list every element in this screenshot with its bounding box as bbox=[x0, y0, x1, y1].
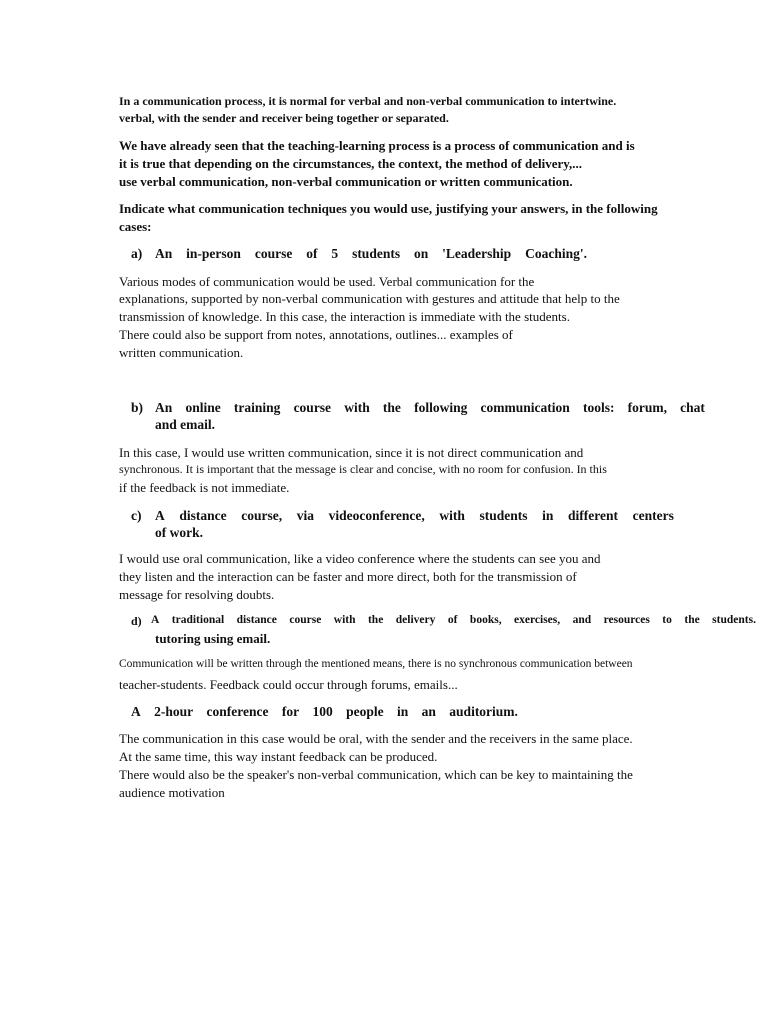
case-e-word: auditorium. bbox=[449, 704, 518, 719]
case-e-word: people bbox=[346, 704, 384, 719]
case-d-question-cont: tutoring using email. bbox=[155, 631, 271, 646]
case-d-word: the bbox=[684, 614, 700, 626]
case-a-answer-line-5: written communication. bbox=[119, 345, 244, 360]
case-b-question-cont: and email. bbox=[155, 417, 216, 432]
case-c-word: different bbox=[568, 508, 619, 523]
intro-p2-line-2: it is true that depending on the circumstances, the context, the method of delivery,... bbox=[119, 156, 583, 171]
intro-p2-line-1: We have already seen that the teaching-learning process is a process of communication and is bbox=[119, 138, 635, 153]
case-d-word: and bbox=[572, 614, 592, 626]
case-a-word: course bbox=[254, 246, 293, 261]
case-b-label: b) bbox=[131, 400, 144, 415]
case-d-word: A bbox=[151, 614, 160, 626]
case-e-answer-line-4: audience motivation bbox=[119, 785, 225, 800]
case-b-word: course bbox=[293, 400, 332, 415]
case-a-word: students bbox=[352, 246, 401, 261]
case-d-answer-line-2: teacher-students. Feedback could occur through forums, emails... bbox=[119, 677, 458, 692]
case-b-word: forum, bbox=[627, 400, 667, 415]
case-c-word: via bbox=[296, 508, 315, 523]
case-d-word: students. bbox=[712, 614, 756, 626]
case-a-answer-line-4: There could also be support from notes, annotations, outlines... examples of bbox=[119, 327, 513, 342]
case-a-answer-line-2: explanations, supported by non-verbal communication with gestures and attitude that help to the bbox=[119, 291, 620, 306]
case-d-word: of bbox=[447, 614, 458, 626]
case-c-question-cont: of work. bbox=[155, 525, 203, 540]
case-a-question bbox=[155, 247, 587, 261]
case-c-word: centers bbox=[632, 508, 674, 523]
case-b-answer-line-1: In this case, I would use written communication, since it is not direct communication and bbox=[119, 445, 584, 460]
case-c-word: students bbox=[479, 508, 528, 523]
case-b-word: with bbox=[344, 400, 370, 415]
case-c-word: course, bbox=[241, 508, 283, 523]
case-a-word: on bbox=[413, 246, 429, 261]
case-b-word: communication bbox=[480, 400, 570, 415]
case-e-word: 100 bbox=[312, 704, 333, 719]
case-a-answer-line-3: transmission of knowledge. In this case, the interaction is immediate with the students. bbox=[119, 309, 570, 324]
case-b-word: training bbox=[233, 400, 281, 415]
case-d-word: exercises, bbox=[514, 614, 561, 626]
case-d-word: course bbox=[289, 614, 322, 626]
case-a-answer-line-1: Various modes of communication would be used. Verbal communication for the bbox=[119, 274, 535, 289]
intro-p2-line-3: use verbal communication, non-verbal communication or written communication. bbox=[119, 174, 573, 189]
case-c-word: videoconference, bbox=[328, 508, 425, 523]
intro-p3-line-1: Indicate what communication techniques you would use, justifying your answers, in the following bbox=[119, 201, 658, 216]
case-d-word: books, bbox=[469, 614, 502, 626]
intro-p1-line-2: verbal, with the sender and receiver being together or separated. bbox=[119, 111, 449, 125]
case-d-word: to bbox=[662, 614, 672, 626]
case-c-answer-line-3: message for resolving doubts. bbox=[119, 587, 275, 602]
intro-p3-line-2: cases: bbox=[119, 219, 152, 234]
case-a-word: of bbox=[306, 246, 318, 261]
case-d-word: with bbox=[333, 614, 356, 626]
case-e-question bbox=[131, 705, 518, 719]
case-a-word: 'Leadership bbox=[442, 246, 512, 261]
case-e-word: 2-hour bbox=[154, 704, 194, 719]
case-b-answer-line-3: if the feedback is not immediate. bbox=[119, 480, 290, 495]
case-c-label: c) bbox=[131, 508, 142, 523]
case-c-answer-line-1: I would use oral communication, like a video conference where the students can see you and bbox=[119, 551, 601, 566]
case-d-word: resources bbox=[603, 614, 650, 626]
case-c-question bbox=[155, 509, 674, 523]
case-e-word: A bbox=[131, 704, 141, 719]
case-b-answer-line-2: synchronous. It is important that the message is clear and concise, with no room for confusion. In this bbox=[119, 462, 607, 476]
case-b-word: following bbox=[414, 400, 468, 415]
case-e-answer-line-3: There would also be the speaker's non-verbal communication, which can be key to maintaining the bbox=[119, 767, 633, 782]
case-c-word: with bbox=[439, 508, 465, 523]
case-d-label: d) bbox=[131, 614, 142, 628]
case-a-word: 5 bbox=[331, 246, 339, 261]
case-e-answer-line-2: At the same time, this way instant feedback can be produced. bbox=[119, 749, 438, 764]
case-a-word: Coaching'. bbox=[525, 246, 587, 261]
case-b-word: An bbox=[155, 400, 173, 415]
case-d-answer-line-1: Communication will be written through the mentioned means, there is no synchronous communication between bbox=[119, 658, 633, 670]
case-c-word: distance bbox=[179, 508, 227, 523]
case-b-question bbox=[155, 401, 705, 415]
case-d-word: distance bbox=[236, 614, 277, 626]
case-d-question bbox=[151, 615, 756, 627]
case-d-word: delivery bbox=[395, 614, 436, 626]
case-c-word: A bbox=[155, 508, 165, 523]
case-e-word: conference bbox=[206, 704, 269, 719]
case-a-word: An bbox=[155, 246, 173, 261]
case-b-word: the bbox=[382, 400, 401, 415]
case-e-word: for bbox=[281, 704, 300, 719]
case-e-answer-line-1: The communication in this case would be oral, with the sender and the receivers in the same place. bbox=[119, 731, 633, 746]
intro-p1-line-1: In a communication process, it is normal for verbal and non-verbal communication to intertwine. bbox=[119, 94, 617, 108]
case-d-word: traditional bbox=[171, 614, 225, 626]
case-a-word: in-person bbox=[186, 246, 241, 261]
case-b-word: tools: bbox=[582, 400, 615, 415]
case-d-word: the bbox=[367, 614, 384, 626]
case-b-word: online bbox=[185, 400, 221, 415]
case-b-word: chat bbox=[680, 400, 705, 415]
case-c-answer-line-2: they listen and the interaction can be faster and more direct, both for the transmission of bbox=[119, 569, 577, 584]
case-e-word: an bbox=[421, 704, 436, 719]
case-e-word: in bbox=[397, 704, 409, 719]
case-a-label: a) bbox=[131, 246, 143, 261]
case-c-word: in bbox=[542, 508, 554, 523]
